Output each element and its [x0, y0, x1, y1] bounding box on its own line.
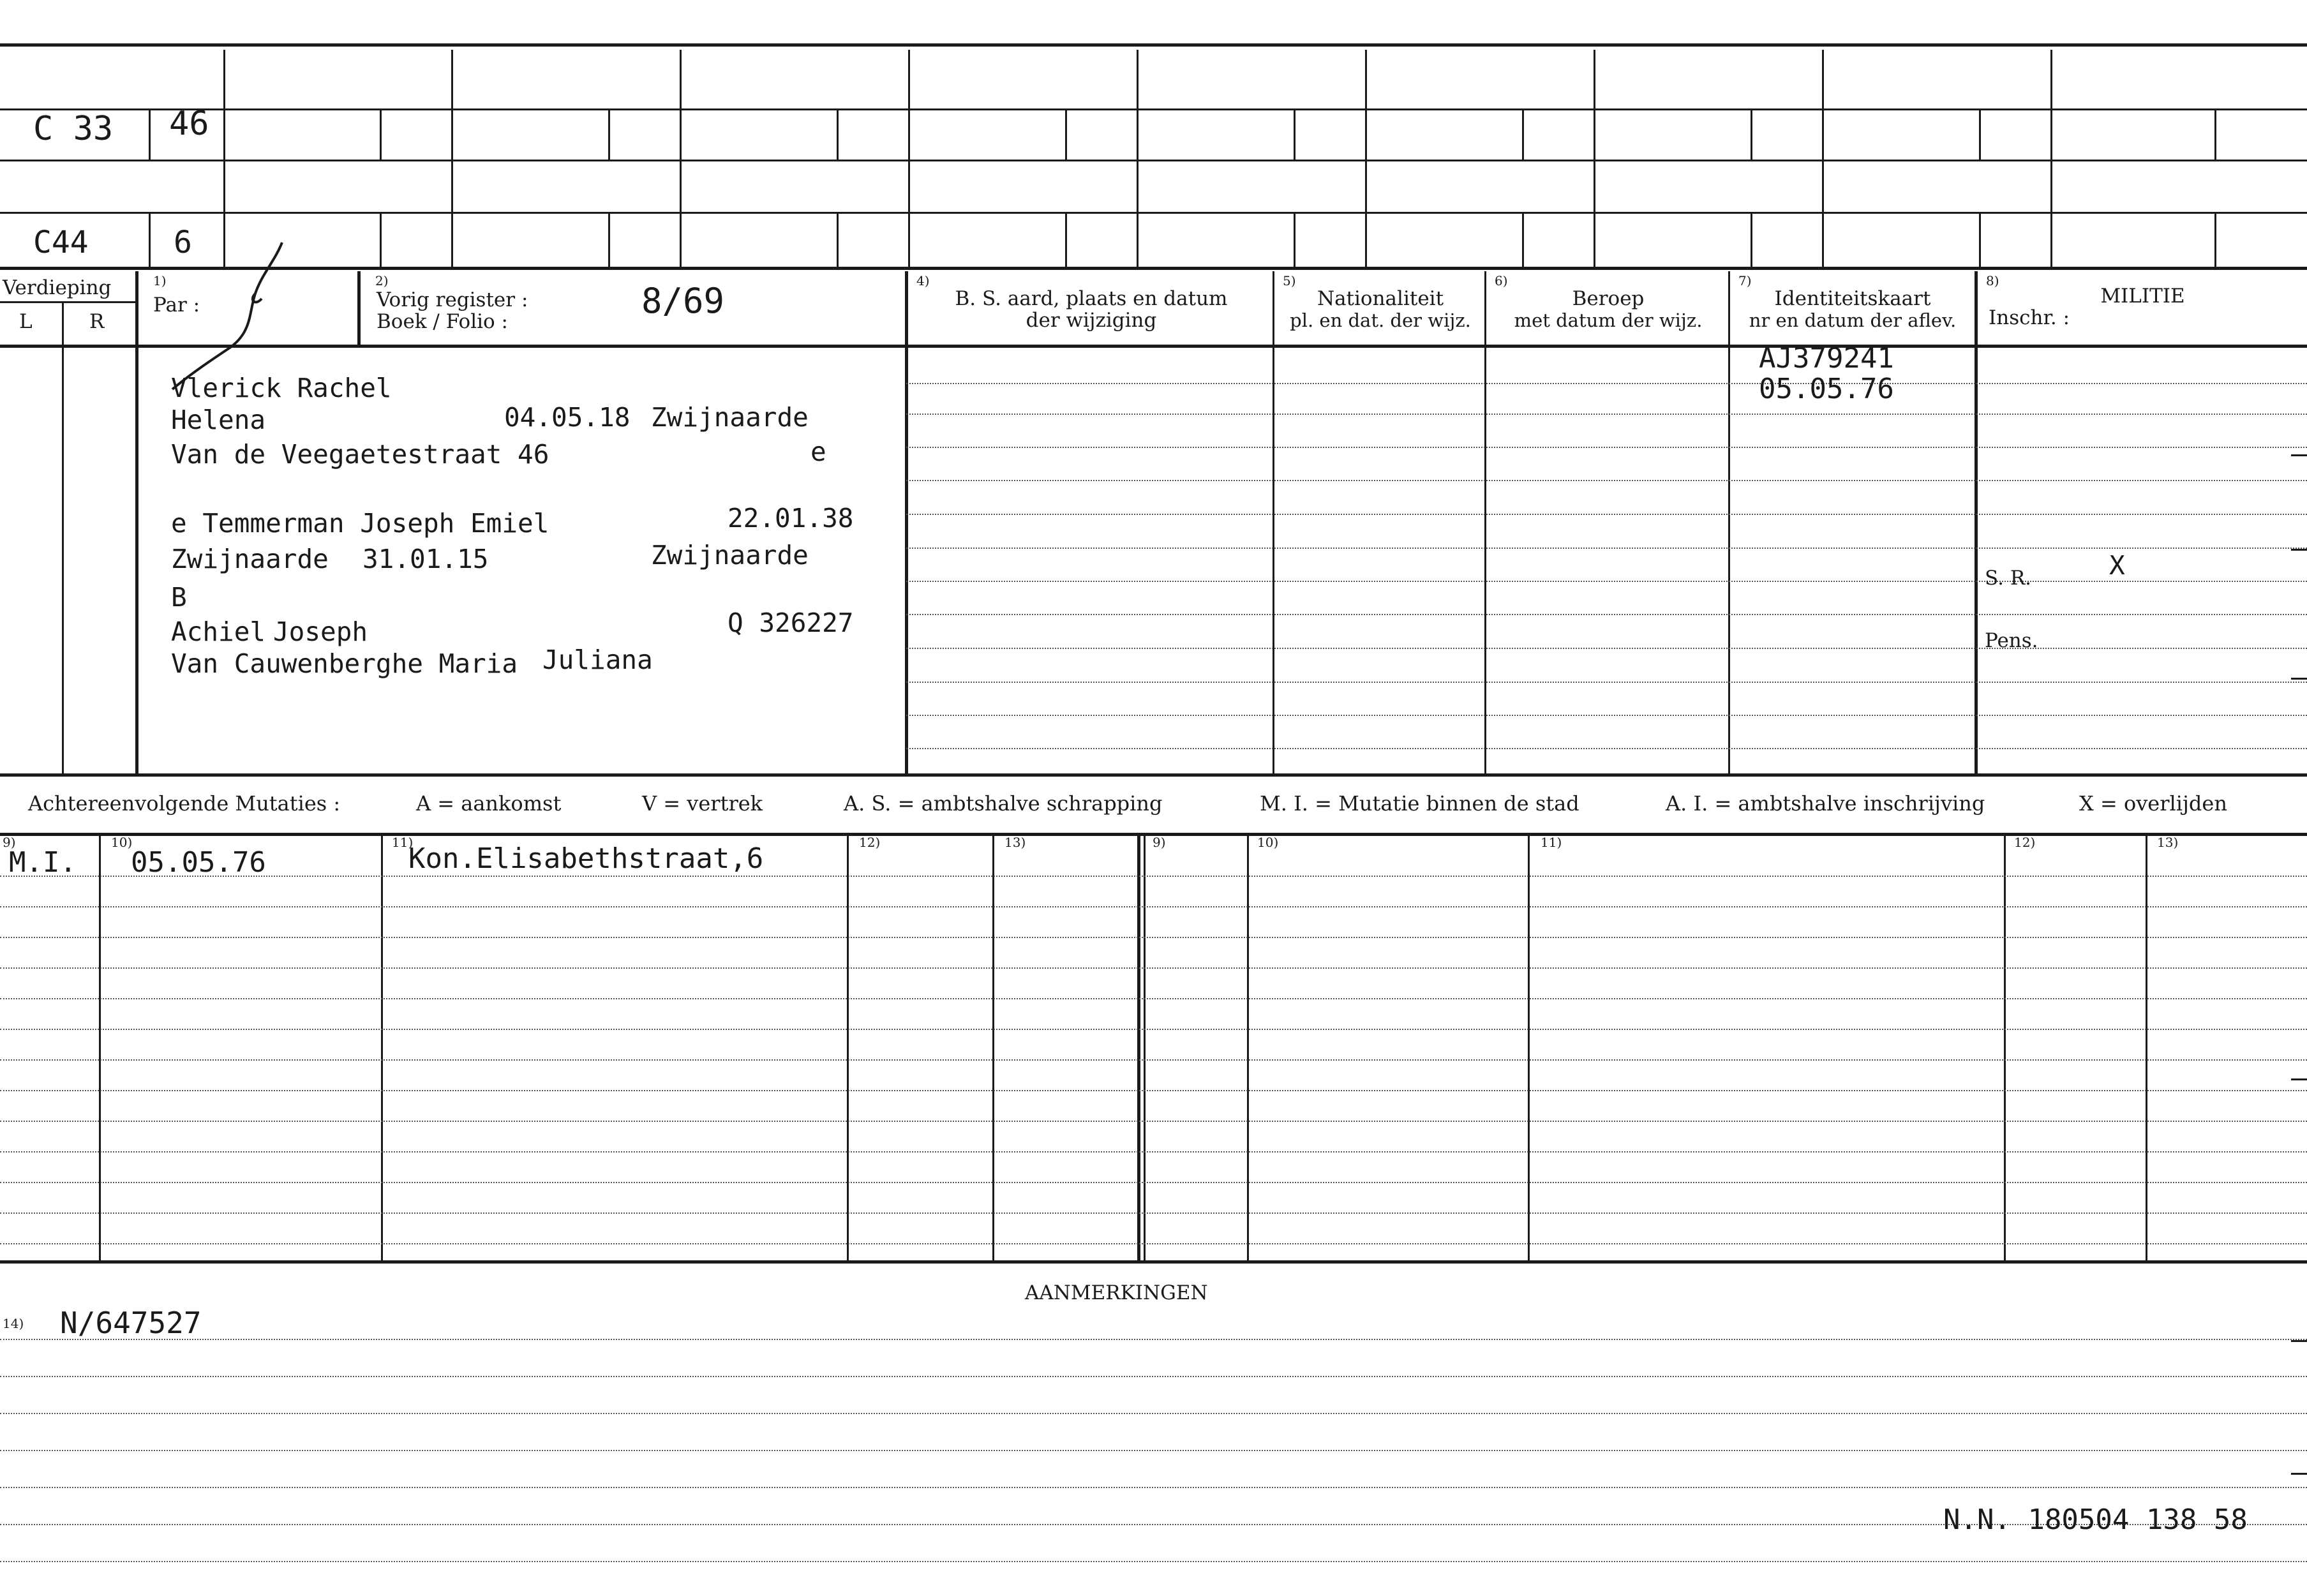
- mut-col-11: 11): [392, 835, 414, 850]
- record-mother-2: Juliana: [542, 645, 653, 675]
- record-spouse: e Temmerman Joseph Emiel: [171, 508, 549, 539]
- beroep-label-1: Beroep: [1572, 287, 1645, 310]
- nat-label-2: pl. en dat. der wijz.: [1290, 310, 1471, 331]
- inschr-label: Inschr. :: [1989, 306, 2070, 329]
- legend-title: Achtereenvolgende Mutaties :: [28, 791, 341, 816]
- record-b: B: [171, 582, 187, 613]
- record-father-2: Joseph: [273, 616, 368, 647]
- record-birth-place: Zwijnaarde: [651, 402, 809, 433]
- par-num: 1): [153, 273, 167, 288]
- record-name: Vlerick Rachel: [171, 373, 392, 403]
- legend-mi: M. I. = Mutatie binnen de stad: [1260, 791, 1579, 816]
- par-label: Par :: [153, 294, 200, 317]
- beroep-num: 6): [1495, 273, 1508, 288]
- top-row1-number: 46: [169, 105, 209, 143]
- sr-value: X: [2109, 550, 2125, 581]
- nat-label-1: Nationaliteit: [1317, 287, 1444, 310]
- remarks-footer: N.N. 180504 138 58: [1943, 1503, 2248, 1536]
- bs-label-1: B. S. aard, plaats en datum: [955, 287, 1228, 310]
- mutation-type: M.I.: [9, 846, 77, 879]
- record-spouse-nn: Q 326227: [728, 608, 854, 638]
- militie-label: MILITIE: [2100, 285, 2185, 308]
- record-spouse-birth-date: 31.01.15: [362, 544, 489, 574]
- mut-col-10: 10): [111, 835, 133, 850]
- top-row2-number: 6: [174, 225, 192, 260]
- mut-col-12b: 12): [2014, 835, 2036, 850]
- mut-col-11b: 11): [1541, 835, 1562, 850]
- militie-num: 8): [1986, 273, 1999, 288]
- record-spouse-birth-place-1: Zwijnaarde: [171, 544, 329, 574]
- vorig-num: 2): [375, 273, 389, 288]
- record-mother: Van Cauwenberghe Maria: [171, 648, 518, 679]
- verdieping-label: Verdieping: [3, 276, 112, 299]
- pen-stroke: [160, 236, 300, 396]
- record-marriage-date: 22.01.38: [728, 503, 854, 533]
- boek-folio-label: Boek / Folio :: [377, 310, 508, 333]
- id-card-number: AJ379241: [1759, 342, 1894, 375]
- remarks-title: AANMERKINGEN: [1025, 1281, 1208, 1304]
- mutation-address: Kon.Elisabethstraat,6: [408, 842, 764, 875]
- nat-num: 5): [1283, 273, 1296, 288]
- mut-col-9b: 9): [1153, 835, 1166, 850]
- bs-num: 4): [916, 273, 930, 288]
- legend-v: V = vertrek: [642, 791, 763, 816]
- remarks-num: 14): [3, 1316, 24, 1331]
- vorig-register-label: Vorig register :: [377, 288, 528, 311]
- mut-col-12: 12): [859, 835, 881, 850]
- pens-label: Pens.: [1985, 629, 2038, 652]
- record-address: Van de Veegaetestraat 46: [171, 439, 549, 470]
- id-label-2: nr en datum der aflev.: [1749, 310, 1957, 331]
- verdieping-r-label: R: [89, 310, 105, 333]
- mut-col-9: 9): [3, 835, 16, 850]
- remarks-value: N/647527: [60, 1306, 202, 1340]
- record-spouse-birth-place-2: Zwijnaarde: [651, 540, 809, 571]
- top-row2-code: C44: [33, 225, 89, 260]
- legend-ai: A. I. = ambtshalve inschrijving: [1666, 791, 1985, 816]
- vorig-register-value: 8/69: [641, 281, 725, 321]
- bs-label-2: der wijziging: [1026, 309, 1157, 332]
- record-suffix-e: e: [810, 436, 826, 467]
- verdieping-l-label: L: [19, 310, 33, 333]
- id-num: 7): [1738, 273, 1752, 288]
- id-card-date: 05.05.76: [1759, 373, 1894, 405]
- mut-col-13b: 13): [2157, 835, 2179, 850]
- record-given-name: Helena: [171, 405, 266, 435]
- legend-as: A. S. = ambtshalve schrapping: [844, 791, 1163, 816]
- record-birth-date: 04.05.18: [504, 402, 631, 433]
- legend-a: A = aankomst: [416, 791, 562, 816]
- record-father: Achiel: [171, 616, 266, 647]
- mut-col-10b: 10): [1257, 835, 1279, 850]
- sr-label: S. R.: [1985, 567, 2032, 590]
- id-label-1: Identiteitskaart: [1774, 287, 1931, 310]
- top-row1-code: C 33: [33, 110, 114, 148]
- beroep-label-2: met datum der wijz.: [1514, 310, 1703, 331]
- legend-x: X = overlijden: [2079, 791, 2227, 816]
- mutation-date: 05.05.76: [131, 846, 266, 879]
- mut-col-13: 13): [1004, 835, 1026, 850]
